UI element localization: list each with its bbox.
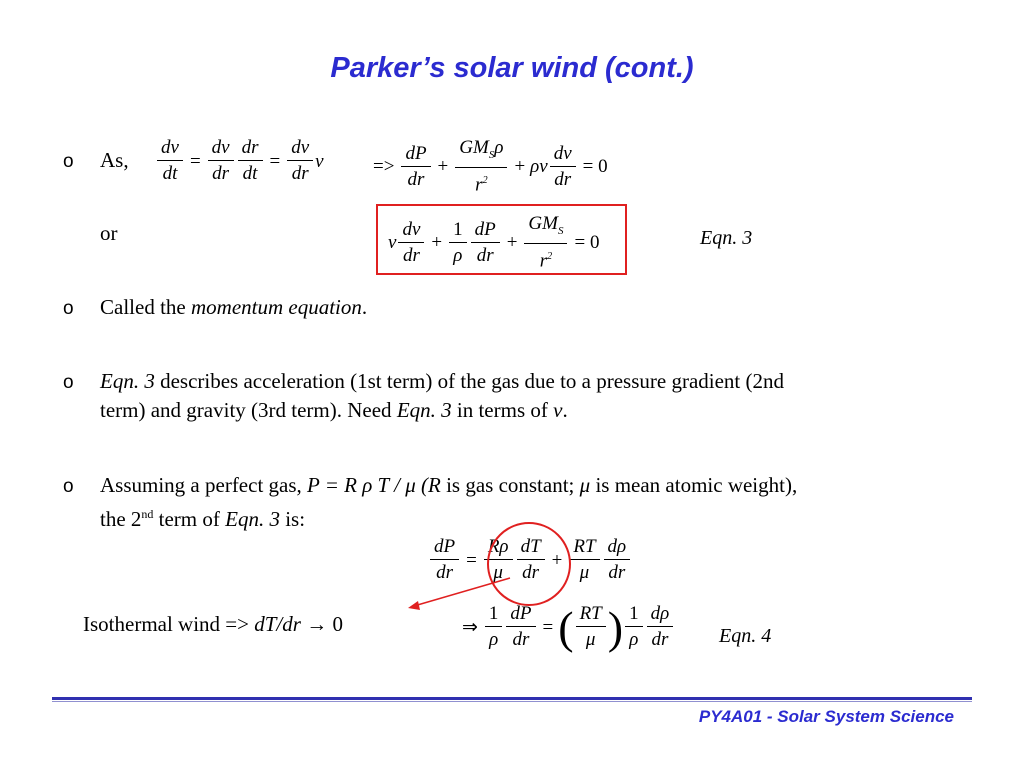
bullet-momentum [100, 293, 367, 322]
superscript: nd [141, 507, 154, 521]
text-em: Eqn. 3 [225, 507, 280, 531]
text-em: v [553, 398, 563, 422]
text-em: Eqn. 3 [396, 398, 452, 422]
text: is: [279, 507, 306, 531]
text: → 0 [300, 612, 343, 636]
footer-course: PY4A01 - Solar System Science [698, 707, 954, 726]
text: Assuming a perfect gas, [100, 473, 308, 497]
text: term) and gravity (3rd term). Need [100, 398, 397, 422]
eqn4-label: Eqn. 4 [719, 625, 772, 647]
chain-rule-equation: $\frac{dv}{dt}$ = $\frac{dv}{dr}$ $\frac{dr}{dt}$ = $\frac{dv}{dr}$ v [155, 136, 324, 187]
text: . [562, 398, 568, 422]
text-em: momentum equation [190, 295, 362, 319]
as-label: As, [100, 148, 129, 172]
footer-divider-thin [52, 701, 972, 702]
text: in terms of [451, 398, 554, 422]
text-em: dT/dr [254, 612, 301, 636]
text: Called the [100, 295, 191, 319]
or-label: or [100, 221, 118, 245]
momentum-equation-full: => $\frac{dP}{dr}$ + $\frac{GM_S\rho}{r^2}$ + ρv $\frac{dv}{dr}$ = 0 [373, 137, 608, 196]
isothermal-wind-note [83, 610, 343, 639]
text-em: μ [579, 473, 591, 497]
eqn3-label: Eqn. 3 [700, 227, 753, 249]
text: term of [153, 507, 226, 531]
footer-divider [52, 697, 972, 700]
text: the 2 [100, 507, 142, 531]
pressure-gradient-equation: $\frac{dP}{dr}$ = $\frac{R\rho}{\mu}$ $\frac{dT}{dr}$ + $\frac{RT}{\mu}$ $\frac{d\rho}{dr}$ [428, 535, 632, 586]
text: Isothermal wind => [83, 612, 255, 636]
slide-title: Parker’s solar wind (cont.) [330, 52, 694, 84]
text: is mean atomic weight), [590, 473, 798, 497]
isothermal-equation: ⇒ $\frac{1}{\rho}$ $\frac{dP}{dr}$ = ( $\frac{RT}{\mu}$ ) $\frac{1}{\rho}$ $\frac{d\rho}{dr}$ [457, 602, 675, 653]
text: describes acceleration (1st term) of the gas due to a pressure gradient (2nd [154, 369, 784, 393]
bullet-marker: o [63, 476, 74, 497]
text: . [361, 295, 368, 319]
bullet-marker: o [63, 372, 74, 393]
text: is gas constant; [440, 473, 580, 497]
text-em: Eqn. 3 [100, 369, 155, 393]
momentum-equation: v $\frac{dv}{dr}$ + $\frac{1}{\rho}$ $\frac{dP}{dr}$ + $\frac{GM_S}{r^2}$ = 0 [388, 213, 600, 272]
bullet-marker: o [63, 298, 74, 319]
bullet-eqn3-description [100, 367, 980, 425]
bullet-marker: o [63, 151, 74, 172]
text-em: P = R ρ T / μ (R [307, 473, 441, 497]
